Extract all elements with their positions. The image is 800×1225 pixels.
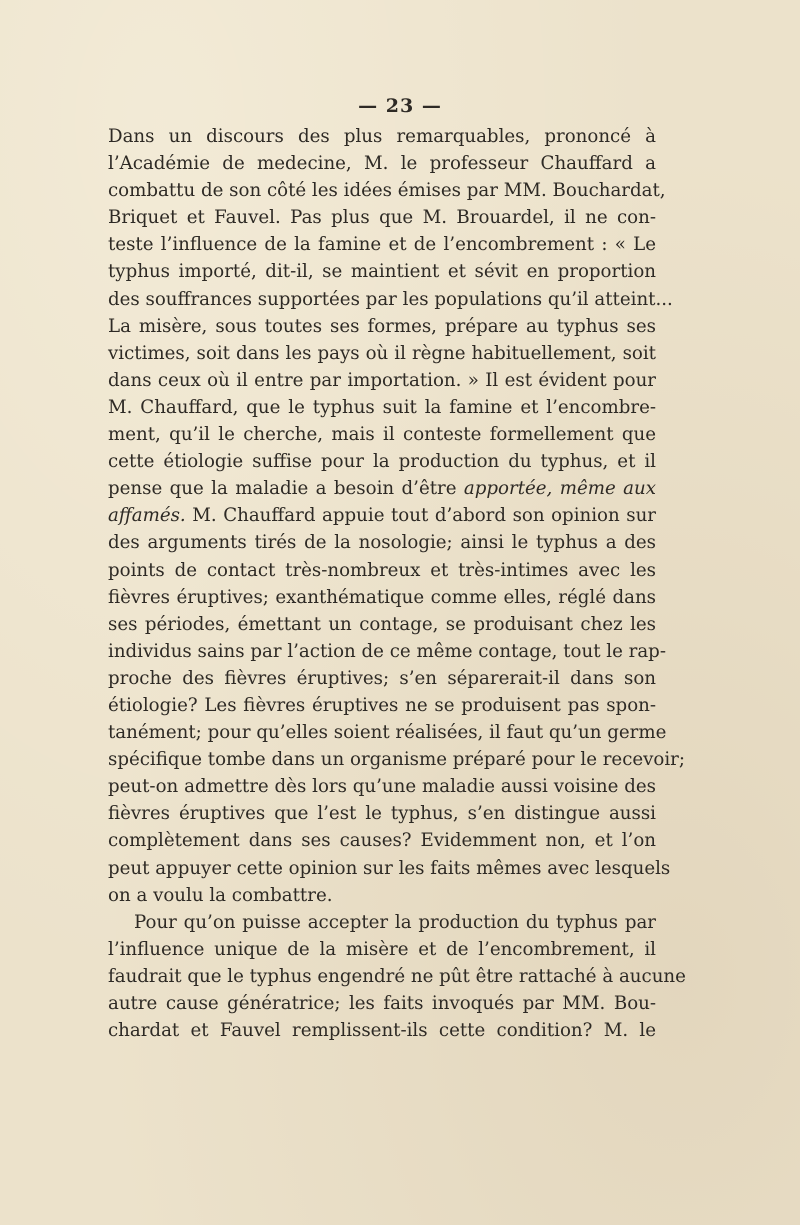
text-line: chardat et Fauvel remplissent-ils cette condition? M. le [108, 1020, 656, 1042]
body-text [108, 123, 686, 1044]
text-line: ses périodes, émettant un contage, se produisant chez les [108, 613, 656, 635]
text-line: Pour qu’on puisse accepter la production du typhus par [134, 911, 656, 933]
text-line: complètement dans ses causes? Evidemment non, et l’on [108, 830, 656, 852]
text-line: individus sains par l’action de ce même contage, tout le rap- [108, 640, 666, 662]
text-line: des souffrances supportées par les populations qu’il atteint... [108, 288, 673, 310]
text-line: faudrait que le typhus engendré ne pût être rattaché à aucune [108, 965, 686, 987]
italic-phrase: apportée, même aux [463, 478, 656, 500]
text-line: points de contact très-nombreux et très-intimes avec les [108, 559, 656, 581]
text-line: tanément; pour qu’elles soient réalisées, il faut qu’un germe [108, 722, 667, 744]
text-line: peut-on admettre dès lors qu’une maladie aussi voisine des [108, 776, 656, 798]
text-line: des arguments tirés de la nosologie; ainsi le typhus a des [108, 532, 656, 554]
text-line: M. Chauffard, que le typhus suit la famine et l’encombre- [108, 396, 656, 418]
text-line: victimes, soit dans les pays où il règne habituellement, soit [108, 342, 656, 364]
text-segment: M. Chauffard appuie tout d’abord son opinion sur [185, 505, 656, 527]
text-line: teste l’influence de la famine et de l’encombrement : « Le [108, 234, 656, 256]
text-line: combattu de son côté les idées émises par MM. Bouchardat, [108, 180, 666, 202]
paragraph-2 [108, 909, 686, 1044]
text-line: l’Académie de medecine, M. le professeur Chauffard a [108, 153, 656, 175]
text-line: ment, qu’il le cherche, mais il conteste formellement que [108, 424, 656, 446]
text-line: étiologie? Les fièvres éruptives ne se produisent pas spon- [108, 694, 656, 716]
text-segment: pense que la maladie a besoin d’être [108, 478, 457, 500]
text-line: typhus importé, dit-il, se maintient et sévit en proportion [108, 261, 656, 283]
text-line: dans ceux où il entre par importation. » Il est évident pour [108, 369, 656, 391]
text-line-mixed [108, 502, 656, 529]
text-line: Briquet et Fauvel. Pas plus que M. Brouardel, il ne con- [108, 207, 656, 229]
text-line-mixed [108, 475, 656, 502]
text-line: fièvres éruptives; exanthématique comme elles, réglé dans [108, 586, 656, 608]
text-line: fièvres éruptives que l’est le typhus, s’en distingue aussi [108, 803, 656, 825]
text-line: peut appuyer cette opinion sur les faits mêmes avec lesquels [108, 857, 671, 879]
text-line: cette étiologie suffise pour la production du typhus, et il [108, 451, 656, 473]
text-line: spécifique tombe dans un organisme préparé pour le recevoir; [108, 749, 686, 771]
text-line: l’influence unique de la misère et de l’encombrement, il [108, 938, 656, 960]
page-number: — 23 — [358, 95, 442, 117]
text-line: on a voulu la combattre. [108, 884, 333, 906]
text-line: La misère, sous toutes ses formes, prépare au typhus ses [108, 315, 656, 337]
italic-phrase: affamés. [108, 505, 186, 527]
paragraph-1 [108, 123, 686, 909]
text-line: proche des fièvres éruptives; s’en séparerait-il dans son [108, 667, 656, 689]
text-line: Dans un discours des plus remarquables, prononcé à [108, 126, 656, 147]
text-line: autre cause génératrice; les faits invoqués par MM. Bou- [108, 993, 656, 1014]
